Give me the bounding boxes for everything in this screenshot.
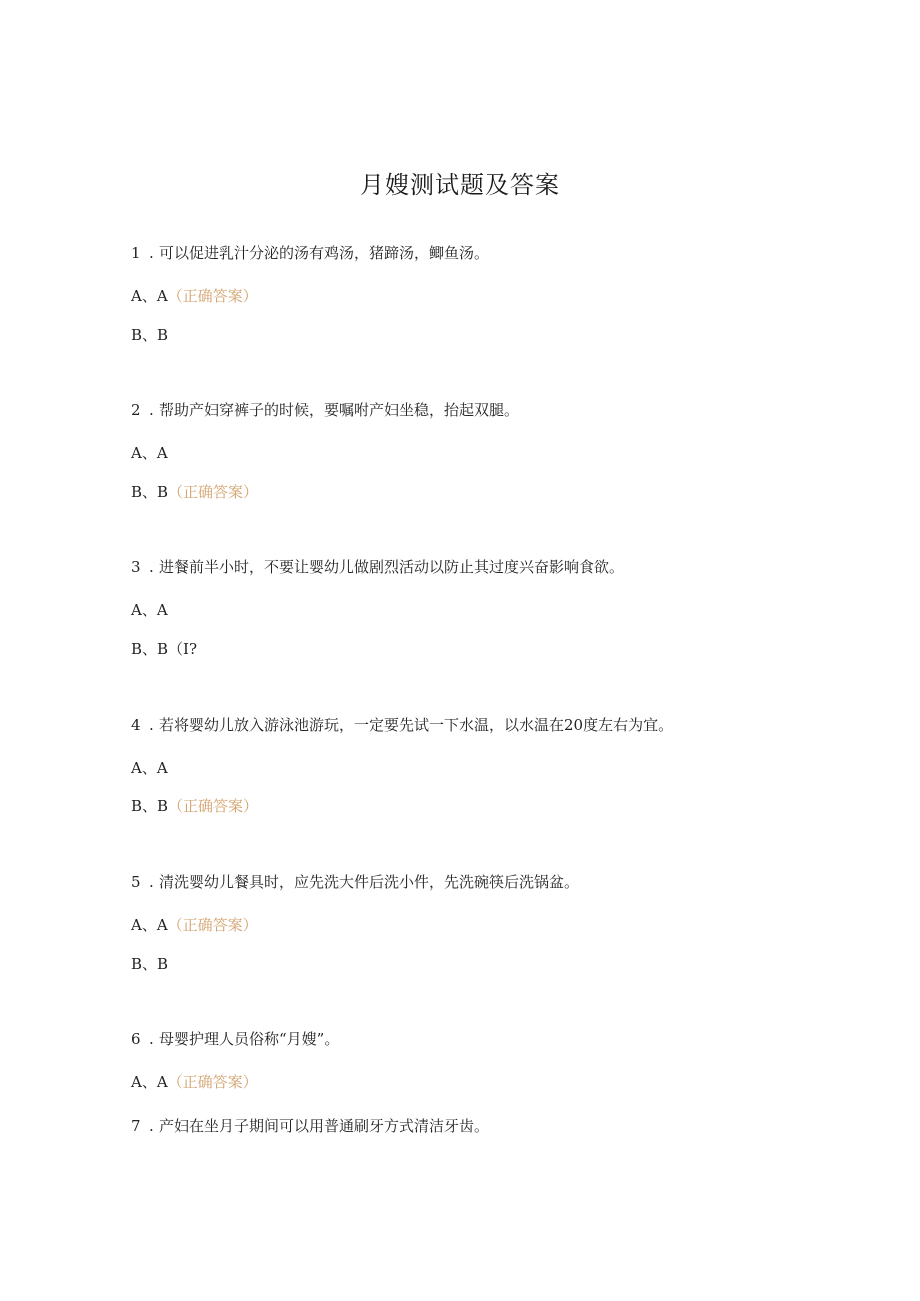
question-number: 6	[131, 1030, 141, 1048]
correct-answer-note: （正确答案）	[167, 287, 258, 305]
option-a	[131, 758, 168, 778]
option-label: B、B	[131, 797, 169, 815]
question-2: 2 . 帮助产妇穿裤子的时候，要嘱咐产妇坐稳，抬起双腿。	[131, 401, 520, 419]
option-a	[131, 286, 258, 306]
option-label: A、A	[131, 601, 168, 619]
correct-answer-note: （正确答案）	[168, 483, 259, 501]
question-text: 母婴护理人员俗称“月嫂”。	[159, 1030, 340, 1048]
question-1: 1 . 可以促进乳汁分泌的汤有鸡汤，猪蹄汤，鲫鱼汤。	[131, 244, 490, 262]
question-6: 6 . 母婴护理人员俗称“月嫂”。	[131, 1030, 340, 1048]
option-label: A、A	[131, 287, 168, 305]
question-text: 清洗婴幼儿餐具时，应先洗大件后洗小件，先洗碗筷后洗锅盆。	[159, 873, 580, 891]
option-b	[131, 639, 197, 659]
question-text: 可以促进乳汁分泌的汤有鸡汤，猪蹄汤，鲫鱼汤。	[159, 244, 490, 262]
question-text: 产妇在坐月子期间可以用普通刷牙方式清洁牙齿。	[159, 1117, 490, 1135]
question-number: 1	[131, 244, 141, 262]
question-4: 4 . 若将婴幼儿放入游泳池游玩，一定要先试一下水温，以水温在20度左右为宜。	[131, 716, 674, 734]
question-3: 3 . 进餐前半小时，不要让婴幼儿做剧烈活动以防止其过度兴奋影响食欲。	[131, 558, 625, 576]
question-number: 4	[131, 716, 141, 734]
option-a	[131, 915, 258, 935]
option-b	[131, 482, 258, 502]
option-a	[131, 443, 168, 463]
option-a	[131, 600, 168, 620]
question-5: 5 . 清洗婴幼儿餐具时，应先洗大件后洗小件，先洗碗筷后洗锅盆。	[131, 873, 580, 891]
option-b	[131, 325, 168, 345]
option-b	[131, 954, 168, 974]
question-number: 7	[131, 1117, 141, 1135]
correct-answer-note: （正确答案）	[168, 797, 259, 815]
option-label: B、B	[131, 955, 169, 973]
option-b	[131, 796, 258, 816]
correct-answer-note: （正确答案）	[167, 1073, 258, 1091]
question-text: 进餐前半小时，不要让婴幼儿做剧烈活动以防止其过度兴奋影响食欲。	[159, 558, 625, 576]
option-label: A、A	[131, 916, 168, 934]
page-title: 月嫂测试题及答案	[360, 171, 560, 199]
option-label: B、B	[131, 326, 169, 344]
option-label: A、A	[131, 444, 168, 462]
option-a	[131, 1072, 258, 1092]
option-label: A、A	[131, 1073, 168, 1091]
correct-answer-note: （正确答案）	[167, 916, 258, 934]
question-number: 3	[131, 558, 141, 576]
question-text: 若将婴幼儿放入游泳池游玩，一定要先试一下水温，以水温在20度左右为宜。	[159, 716, 674, 734]
question-7: 7 . 产妇在坐月子期间可以用普通刷牙方式清洁牙齿。	[131, 1117, 490, 1135]
option-label: B、B	[131, 483, 169, 501]
option-label: B、B（I?	[131, 640, 198, 658]
question-number: 5	[131, 873, 141, 891]
option-label: A、A	[131, 759, 168, 777]
question-number: 2	[131, 401, 141, 419]
question-text: 帮助产妇穿裤子的时候，要嘱咐产妇坐稳，抬起双腿。	[159, 401, 520, 419]
